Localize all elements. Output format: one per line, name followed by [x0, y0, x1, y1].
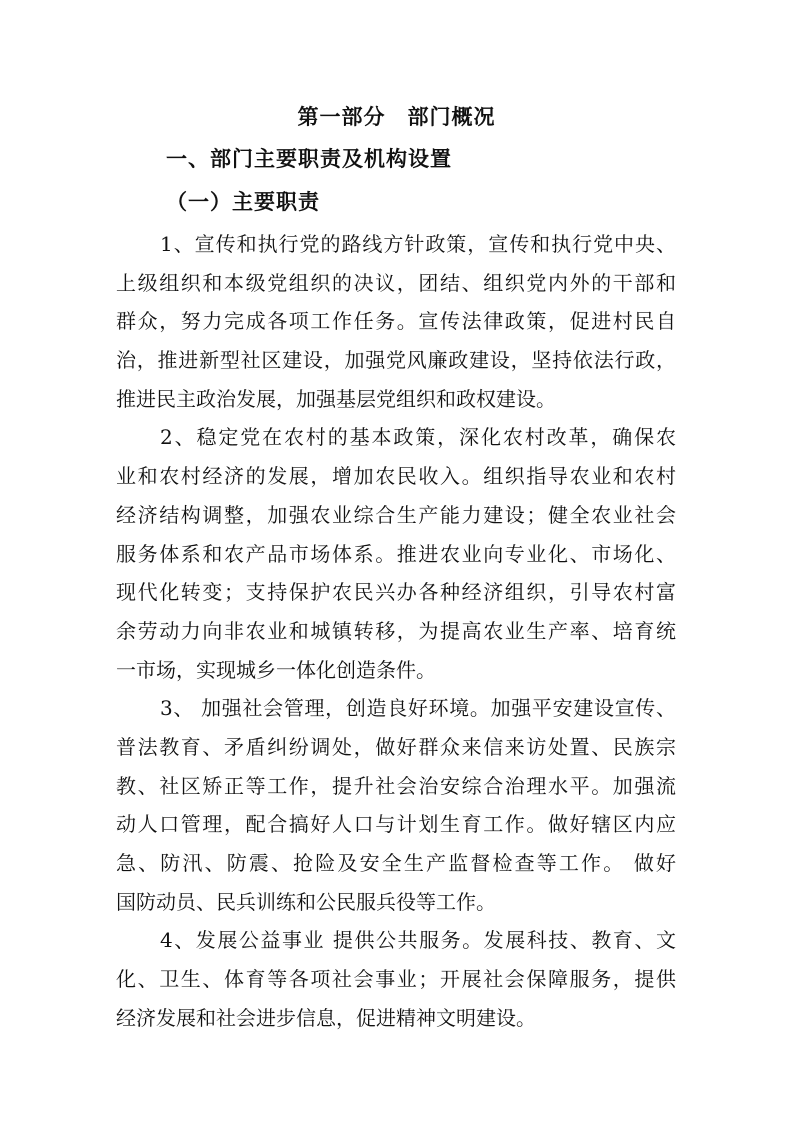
paragraph-line: 4、发展公益事业 提供公共服务。发展科技、教育、文: [160, 928, 676, 953]
paragraph-line: 普法教育、矛盾纠纷调处，做好群众来信来访处置、民族宗: [116, 734, 676, 759]
paragraph-line: 余劳动力向非农业和城镇转移，为提高农业生产率、培育统: [116, 618, 676, 643]
paragraph-line: 3、 加强社会管理，创造良好环境。加强平安建设宣传、: [160, 696, 676, 721]
section-heading: 一、部门主要职责及机构设置: [166, 147, 452, 171]
paragraph-4: [116, 921, 676, 1037]
paragraph-line: 教、社区矫正等工作，提升社会治安综合治理水平。加强流: [116, 773, 676, 798]
paragraph-line: 急、防汛、防震、抢险及安全生产监督检查等工作。 做好: [116, 851, 676, 875]
paragraph-line: 经济发展和社会进步信息，促进精神文明建设。: [116, 1005, 536, 1030]
paragraph-line: 动人口管理，配合搞好人口与计划生育工作。做好辖区内应: [116, 812, 676, 837]
paragraph-line: 治，推进新型社区建设，加强党风廉政建设，坚持依法行政，: [116, 348, 676, 373]
paragraph-1: [116, 225, 676, 418]
paragraph-line: 2、稳定党在农村的基本政策，深化农村改革，确保农: [160, 425, 676, 450]
body-text: [116, 225, 676, 1037]
paragraph-3: [116, 689, 676, 921]
paragraph-line: 服务体系和农产品市场体系。推进农业向专业化、市场化、: [116, 541, 676, 566]
paragraph-line: 一市场，实现城乡一体化创造条件。: [116, 657, 436, 682]
paragraph-line: 国防动员、民兵训练和公民服兵役等工作。: [116, 889, 496, 914]
paragraph-line: 1、宣传和执行党的路线方针政策，宣传和执行党中央、: [160, 232, 676, 256]
subsection-heading: （一）主要职责: [166, 190, 320, 214]
paragraph-line: 推进民主政治发展，加强基层党组织和政权建设。: [116, 386, 556, 411]
paragraph-line: 经济结构调整，加强农业综合生产能力建设；健全农业社会: [116, 502, 676, 527]
paragraph-line: 上级组织和本级党组织的决议，团结、组织党内外的干部和: [116, 270, 676, 295]
paragraph-line: 现代化转变；支持保护农民兴办各种经济组织，引导农村富: [116, 580, 676, 605]
page-title: 第一部分 部门概况: [297, 105, 496, 129]
paragraph-line: 化、卫生、体育等各项社会事业；开展社会保障服务，提供: [116, 967, 676, 992]
paragraph-line: 群众，努力完成各项工作任务。宣传法律政策，促进村民自: [116, 309, 676, 334]
paragraph-2: [116, 418, 676, 689]
paragraph-line: 业和农村经济的发展，增加农民收入。组织指导农业和农村: [116, 464, 676, 489]
